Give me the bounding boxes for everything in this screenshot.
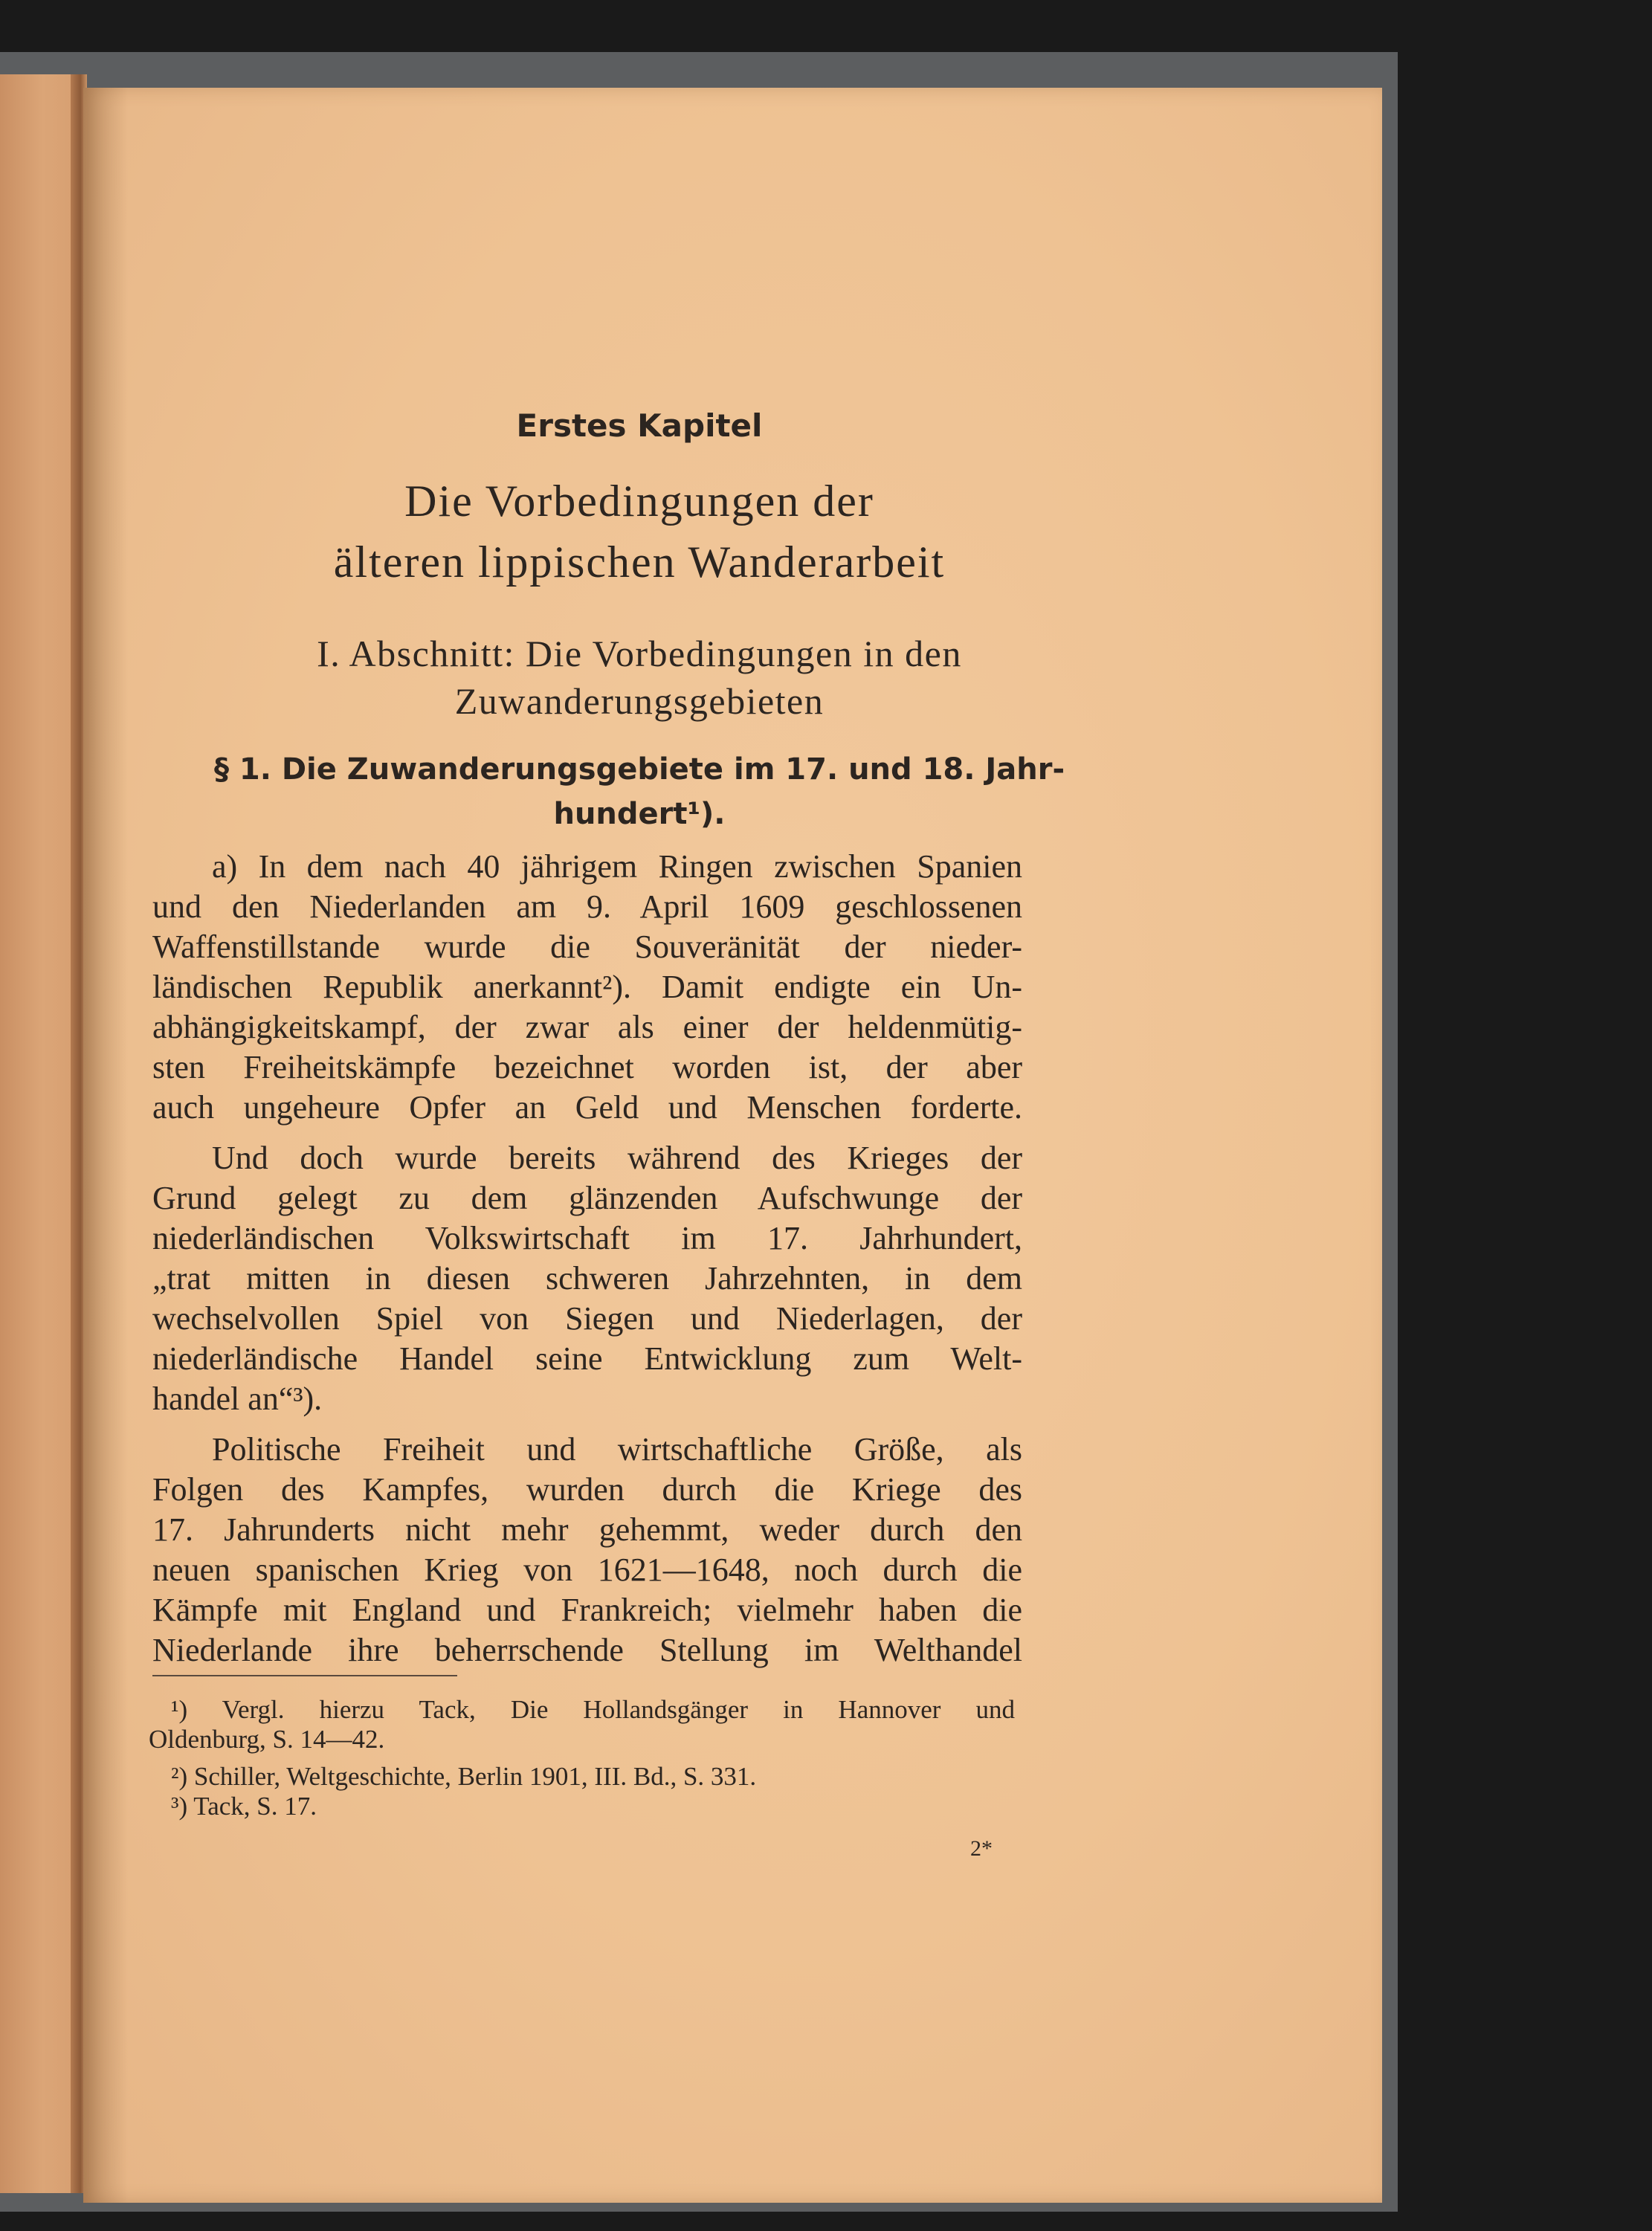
gutter-shadow [83,88,128,2203]
page-number: 2* [970,1836,993,1861]
chapter-title-line-1: Die Vorbedingungen der [404,477,874,526]
paragraph-heading-line-2: hundert¹). [553,797,726,831]
body-line: neuen spanischen Krieg von 1621—1648, noch durch die [152,1552,1022,1588]
body-line: wechselvollen Spiel von Siegen und Niederlagen, der [152,1300,1022,1337]
body-line: auch ungeheure Opfer an Geld und Menschen forderte. [152,1089,1022,1126]
section-heading-line-1: I. Abschnitt: Die Vorbedingungen in den [317,633,962,674]
footnote-3: ³) Tack, S. 17. [171,1792,317,1821]
body-line: Niederlande ihre beherrschende Stellung im Welthandel [152,1632,1022,1668]
body-line: handel an“³). [152,1381,323,1417]
body-line: niederländische Handel seine Entwicklung zum Welt- [152,1340,1022,1377]
body-line: 17. Jahrunderts nicht mehr gehemmt, weder durch den [152,1511,1022,1548]
body-line: abhängigkeitskampf, der zwar als einer der heldenmütig- [152,1009,1022,1045]
body-line: Folgen des Kampfes, wurden durch die Kriege des [152,1471,1022,1508]
paragraph-heading-line-1: § 1. Die Zuwanderungsgebiete im 17. und 18. Jahr- [213,752,1065,787]
body-line: a) In dem nach 40 jährigem Ringen zwischen Spanien [212,848,1022,885]
body-line: Kämpfe mit England und Frankreich; vielmehr haben die [152,1592,1022,1628]
chapter-label: Erstes Kapitel [516,407,763,444]
body-line: niederländischen Volkswirtschaft im 17. Jahrhundert, [152,1220,1022,1256]
footnote-1: ¹) Vergl. hierzu Tack, Die Hollandsgänger in Hannover und [171,1695,1015,1724]
footnote-divider [152,1675,457,1676]
body-line: ländischen Republik anerkannt²). Damit endigte ein Un- [152,969,1022,1005]
body-line: Grund gelegt zu dem glänzenden Aufschwunge der [152,1180,1022,1216]
body-line: Politische Freiheit und wirtschaftliche Größe, als [212,1431,1022,1468]
body-line: Waffenstillstande wurde die Souveränität der nieder- [152,929,1022,965]
body-line: „trat mitten in diesen schweren Jahrzehnten, in dem [152,1260,1022,1297]
chapter-title-line-2: älteren lippischen Wanderarbeit [333,537,946,587]
body-line: und den Niederlanden am 9. April 1609 geschlossenen [152,888,1022,925]
footnote-1-continuation: Oldenburg, S. 14—42. [149,1725,385,1754]
footnote-2: ²) Schiller, Weltgeschichte, Berlin 1901, III. Bd., S. 331. [171,1762,757,1791]
body-line: Und doch wurde bereits während des Krieges der [212,1140,1022,1176]
section-heading-line-2: Zuwanderungsgebieten [454,680,825,722]
body-line: sten Freiheitskämpfe bezeichnet worden ist, der aber [152,1049,1022,1085]
